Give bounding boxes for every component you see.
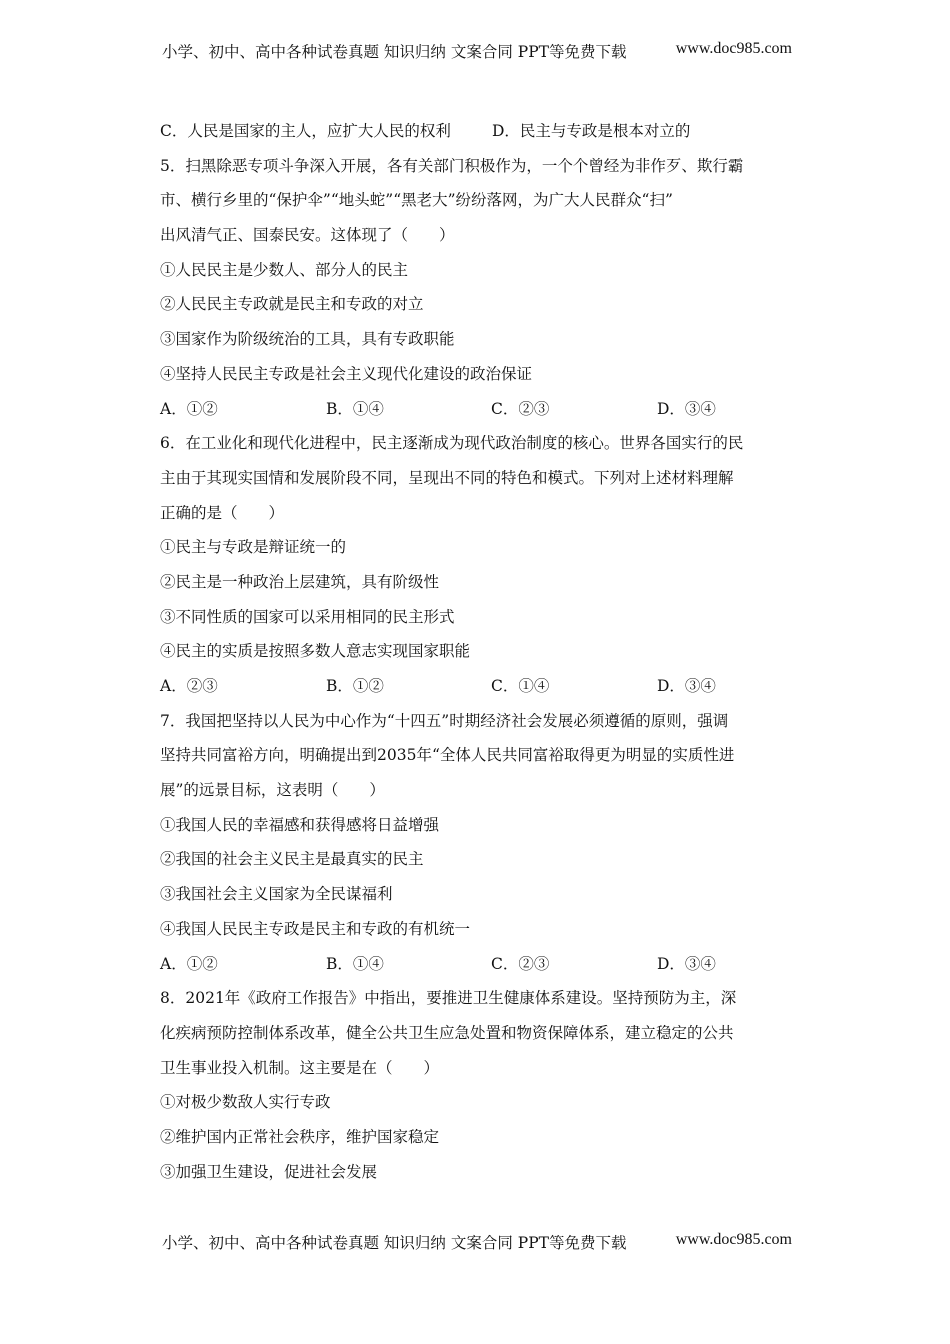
statement-item: ②维护国内正常社会秩序，维护国家稳定 [160, 1127, 440, 1146]
option-a: A．①② [160, 954, 218, 973]
question-7 [160, 704, 790, 982]
option-d: D．③④ [657, 399, 716, 418]
statement-item: ③国家作为阶级统治的工具，具有专政职能 [160, 330, 455, 349]
question-8 [160, 981, 790, 1189]
option-c: C．②③ [491, 399, 550, 418]
question-stem-line: 化疾病预防控制体系改革，健全公共卫生应急处置和物资保障体系，建立稳定的公共 [160, 1023, 734, 1042]
statement-item: ②民主是一种政治上层建筑，具有阶级性 [160, 572, 440, 591]
question-stem-line: 卫生事业投入机制。这主要是在（ ） [160, 1058, 440, 1077]
statement-item: ③加强卫生建设，促进社会发展 [160, 1162, 378, 1181]
question-stem-line: 8．2021年《政府工作报告》中指出，要推进卫生健康体系建设。坚持预防为主，深 [160, 989, 737, 1008]
previous-question-options [160, 114, 790, 149]
option-d: D．③④ [657, 677, 716, 695]
footer-site-link[interactable]: www.doc985.com [675, 1231, 792, 1248]
statement-item: ②人民民主专政就是民主和专政的对立 [160, 295, 424, 314]
option-d: D．民主与专政是根本对立的 [492, 122, 691, 140]
answer-options [160, 947, 790, 982]
page-footer [162, 1231, 792, 1253]
option-a: A．①② [160, 399, 218, 418]
header-site-link[interactable]: www.doc985.com [675, 40, 792, 57]
question-stem-line: 6．在工业化和现代化进程中，民主逐渐成为现代政治制度的核心。世界各国实行的民 [160, 434, 744, 453]
statement-item: ①我国人民的幸福感和获得感将日益增强 [160, 815, 440, 834]
question-stem-line: 市、横行乡里的“保护伞”“地头蛇”“黑老大”纷纷落网，为广大人民群众“扫” [160, 191, 673, 210]
option-c: C．②③ [491, 954, 550, 973]
question-5 [160, 149, 790, 427]
statement-item: ①民主与专政是辩证统一的 [160, 538, 347, 557]
option-c: C．人民是国家的主人，应扩大人民的权利 [160, 122, 451, 140]
footer-text: 小学、初中、高中各种试卷真题 知识归纳 文案合同 PPT等免费下载 [162, 1234, 627, 1252]
option-b: B．①④ [326, 954, 384, 973]
question-stem-line: 出风清气正、国泰民安。这体现了（ ） [160, 226, 455, 245]
statement-item: ①对极少数敌人实行专政 [160, 1093, 331, 1112]
answer-options [160, 392, 790, 427]
option-c: C．①④ [491, 677, 550, 695]
statement-item: ③我国社会主义国家为全民谋福利 [160, 885, 393, 904]
option-b: B．①② [326, 677, 384, 695]
header-text: 小学、初中、高中各种试卷真题 知识归纳 文案合同 PPT等免费下载 [162, 43, 627, 61]
question-stem-line: 正确的是（ ） [160, 503, 285, 522]
question-6 [160, 426, 790, 704]
question-stem-line: 主由于其现实国情和发展阶段不同，呈现出不同的特色和模式。下列对上述材料理解 [160, 468, 734, 487]
answer-options [160, 669, 790, 704]
document-body [160, 114, 790, 1189]
statement-item: ②我国的社会主义民主是最真实的民主 [160, 850, 424, 869]
question-stem-line: 5．扫黑除恶专项斗争深入开展，各有关部门积极作为，一个个曾经为非作歹、欺行霸 [160, 156, 744, 175]
statement-item: ④民主的实质是按照多数人意志实现国家职能 [160, 642, 471, 661]
statement-item: ④坚持人民民主专政是社会主义现代化建设的政治保证 [160, 364, 533, 383]
question-stem-line: 展”的远景目标，这表明（ ） [160, 781, 385, 800]
option-b: B．①④ [326, 399, 384, 418]
option-d: D．③④ [657, 954, 716, 973]
option-a: A．②③ [160, 677, 218, 695]
question-stem-line: 7．我国把坚持以人民为中心作为“十四五”时期经济社会发展必须遵循的原则，强调 [160, 711, 729, 730]
page-header [162, 40, 792, 62]
question-stem-line: 坚持共同富裕方向，明确提出到2035年“全体人民共同富裕取得更为明显的实质性进 [160, 746, 735, 765]
statement-item: ④我国人民民主专政是民主和专政的有机统一 [160, 919, 471, 938]
statement-item: ①人民民主是少数人、部分人的民主 [160, 260, 409, 279]
statement-item: ③不同性质的国家可以采用相同的民主形式 [160, 607, 455, 626]
